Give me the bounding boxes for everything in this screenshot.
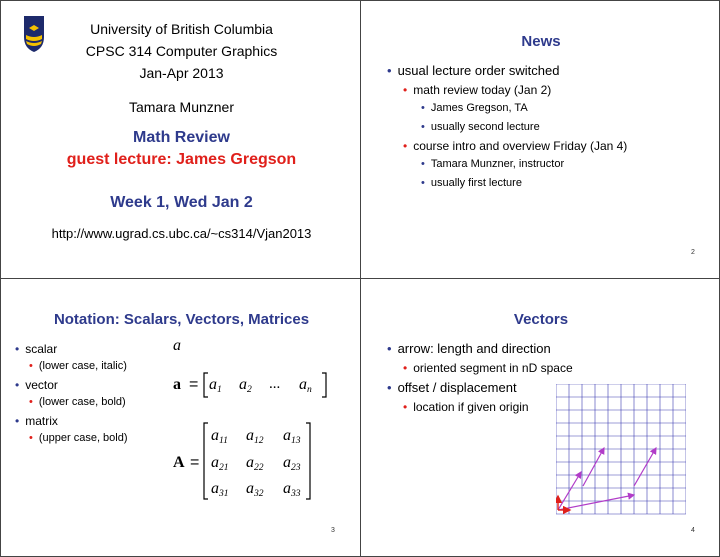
- week-date: Week 1, Wed Jan 2: [110, 194, 253, 211]
- bullet-icon: •: [15, 342, 20, 356]
- slide-notation: [0, 278, 361, 557]
- bullet-icon: •: [403, 83, 408, 97]
- slide-vectors: [360, 278, 720, 557]
- scalar-symbol: a: [173, 337, 181, 354]
- bullet-icon: •: [403, 139, 408, 153]
- vector-element: $a_1$: [209, 376, 222, 395]
- vector-arrow: [558, 472, 581, 510]
- equals-sign: =: [190, 454, 200, 471]
- vector-grid-diagram: [556, 384, 686, 515]
- matrix-element: $a_{22}$: [246, 454, 264, 473]
- bullet-item: • location if given origin: [403, 400, 529, 414]
- bullet-icon: •: [387, 341, 392, 356]
- page-number: 4: [691, 527, 695, 534]
- matrix-symbol: A: [173, 454, 185, 471]
- slide-news: [360, 0, 720, 279]
- vector-element: $a_2$: [239, 376, 252, 395]
- bullet-icon: •: [15, 414, 20, 428]
- bullet-icon: •: [29, 396, 33, 408]
- bullet-item: • Tamara Munzner, instructor: [421, 158, 565, 170]
- logo-text: UBC: [26, 3, 42, 10]
- matrix-element: $a_{31}$: [211, 480, 229, 499]
- bullet-icon: •: [421, 121, 425, 133]
- matrix-element: $a_{33}$: [283, 480, 301, 499]
- guest-lecture: guest lecture: James Gregson: [66, 151, 297, 168]
- bullet-icon: •: [15, 378, 20, 392]
- equals-sign: =: [189, 376, 199, 393]
- page-number: 3: [331, 527, 335, 534]
- bullet-item: • James Gregson, TA: [421, 102, 528, 114]
- matrix-element: $a_{23}$: [283, 454, 301, 473]
- bullet-item: • course intro and overview Friday (Jan 4): [403, 139, 628, 153]
- bullet-item: • usual lecture order switched: [387, 63, 560, 78]
- bullet-icon: •: [29, 432, 33, 444]
- bullet-item: • usually second lecture: [421, 121, 540, 133]
- bullet-item: • (upper case, bold): [29, 432, 128, 444]
- vector-element: $a_n$: [299, 376, 312, 395]
- bullet-item: • offset / displacement: [387, 380, 517, 395]
- bullet-icon: •: [387, 63, 392, 78]
- bullet-item: • (lower case, bold): [29, 396, 126, 408]
- bullet-item: • usually first lecture: [421, 177, 522, 189]
- bullet-item: • math review today (Jan 2): [403, 83, 552, 97]
- vector-arrow: [634, 448, 656, 486]
- course-url[interactable]: http://www.ugrad.cs.ubc.ca/~cs314/Vjan2013: [51, 226, 312, 241]
- bullet-icon: •: [387, 380, 392, 395]
- matrix-element: $a_{32}$: [246, 480, 264, 499]
- term: Jan-Apr 2013: [139, 65, 224, 81]
- course-name: CPSC 314 Computer Graphics: [85, 43, 278, 59]
- bullet-icon: •: [421, 158, 425, 170]
- bullet-item: • scalar: [15, 342, 58, 356]
- slide-title: News: [521, 33, 561, 50]
- matrix-element: $a_{13}$: [283, 427, 301, 446]
- slide-title: Vectors: [513, 311, 569, 328]
- bullet-item: • oriented segment in nD space: [403, 361, 573, 375]
- bullet-icon: •: [403, 361, 408, 375]
- vector-ellipsis: ...: [269, 376, 281, 392]
- slide-title: Notation: Scalars, Vectors, Matrices: [53, 311, 310, 328]
- page-number: 2: [691, 249, 695, 256]
- slide-title: [0, 0, 361, 279]
- vector-arrow: [558, 495, 634, 510]
- bullet-icon: •: [403, 400, 408, 414]
- lecture-title: Math Review: [133, 129, 230, 146]
- bullet-icon: •: [421, 177, 425, 189]
- bullet-icon: •: [421, 102, 425, 114]
- grid-lines: [556, 384, 686, 514]
- bullet-item: • (lower case, italic): [29, 360, 127, 372]
- matrix-element: $a_{11}$: [211, 427, 228, 446]
- vector-arrow: [583, 448, 604, 486]
- bullet-item: • vector: [15, 378, 58, 392]
- instructor: Tamara Munzner: [128, 99, 235, 115]
- matrix-element: $a_{12}$: [246, 427, 264, 446]
- matrix-element: $a_{21}$: [211, 454, 229, 473]
- bullet-icon: •: [29, 360, 33, 372]
- vector-symbol: a: [173, 376, 181, 393]
- bullet-item: • arrow: length and direction: [387, 341, 551, 356]
- bullet-item: • matrix: [15, 414, 58, 428]
- university-name: University of British Columbia: [90, 21, 273, 37]
